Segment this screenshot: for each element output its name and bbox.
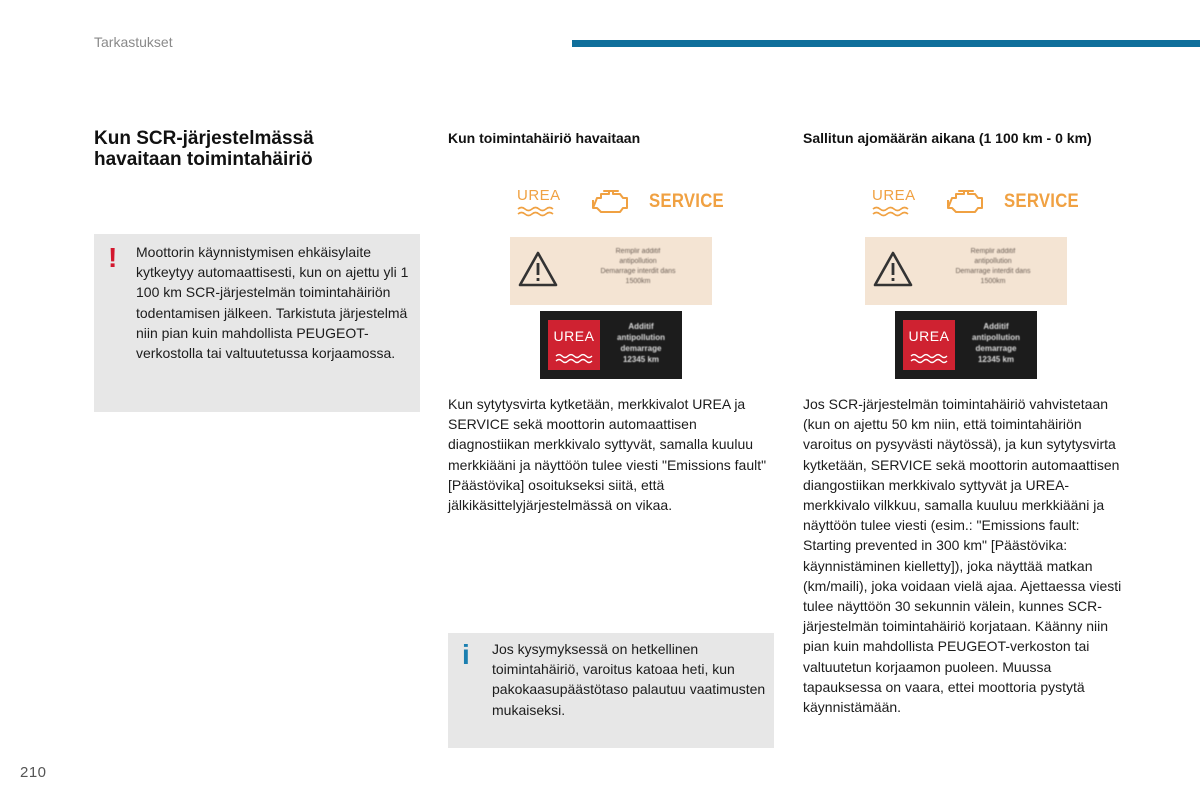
- warning-triangle-icon: [518, 251, 558, 287]
- engine-check-icon: [946, 188, 986, 218]
- warning-text: Moottorin käynnistymisen ehkäisylaite kytkeytyy automaattisesti, kun on ajettu yli 1 100 km SCR-järjestelmän toimintahäiriön todentamisen jälkeen. Tarkistuta järjestelmä niin pian kuin mahdollista PEUGEOT-verkostolla tai valtuutetussa korjaamossa.: [136, 244, 409, 362]
- section-label: Tarkastukset: [94, 34, 173, 50]
- urea-display-badge: UREA: [548, 320, 600, 370]
- column-right-paragraph: Jos SCR-järjestelmän toimintahäiriö vahvistetaan (kun on ajettu 50 km niin, että toimintahäiriön varoitus on pysyvästi näytössä), ja kun sytytysvirta kytketään, SERVICE sekä moottorin automaattisen diangostiikan merkkivalo syttyvät ja UREA-merkkivalo vilkkuu, samalla kuuluu merkkiääni ja näyttöön tulee viesti (esim.: "Emissions fault: Starting prevented in 300 km" [Päästövika: käynnistäminen kielletty]), joka näyttää matkan (km/maili), joka voidaan vielä ajaa. Ajettaessa viesti tulee näyttöön 30 sekunnin välein, kunnes SCR-järjestelmän toimintahäiriö korjataan. Käänny niin pian kuin mahdollista PEUGEOT-verkoston tai valtuutetun korjaamon puoleen. Muussa tapauksessa on vaara, ettei moottoria pystytä käynnistämään.: [803, 396, 1122, 716]
- message-panel-right: [865, 237, 1067, 305]
- urea-lamp-label: UREA: [872, 187, 916, 204]
- urea-lamp: [517, 188, 569, 220]
- wave-icon: [872, 205, 916, 217]
- wave-icon: [517, 205, 561, 217]
- column-left-heading: Kun toimintahäiriö havaitaan: [448, 130, 641, 146]
- service-lamp: SERVICE: [1004, 191, 1079, 212]
- message-panel: [510, 237, 712, 305]
- wave-icon: [555, 352, 593, 364]
- wave-icon: [910, 352, 948, 364]
- display-panel-right: [895, 311, 1037, 379]
- info-box: [448, 633, 774, 748]
- message-text: Remplir additif antipollution Demarrage interdit dans 1500km: [955, 248, 1031, 285]
- section-title: Kun SCR-järjestelmässä havaitaan toimintahäiriö: [94, 128, 314, 170]
- header-accent-bar: [572, 40, 1200, 47]
- indicator-lamps-right: [872, 188, 1102, 224]
- display-panel: [540, 311, 682, 379]
- info-text: Jos kysymyksessä on hetkellinen toimintahäiriö, varoitus katoaa heti, kun pakokaasupäästötaso palautuu vaatimusten mukaiseksi.: [492, 641, 766, 718]
- display-text: Additif antipollution demarrage 12345 km: [972, 322, 1020, 364]
- warning-box: [94, 234, 420, 412]
- display-text: Additif antipollution demarrage 12345 km: [617, 322, 665, 364]
- column-left-paragraph: Kun sytytysvirta kytketään, merkkivalot UREA ja SERVICE sekä moottorin automaattisen diagnostiikan merkkivalo syttyvät, samalla kuuluu merkkiääni ja näyttöön tulee viesti "Emissions fault" [Päästövika] osoitukseksi siitä, että jälkikäsittelyjärjestelmässä on vikaa.: [448, 396, 767, 514]
- page-number: 210: [20, 764, 47, 781]
- engine-check-icon: [591, 188, 631, 218]
- warning-triangle-icon: [873, 251, 913, 287]
- info-icon: i: [462, 639, 470, 670]
- urea-display-badge: UREA: [903, 320, 955, 370]
- column-right-heading: Sallitun ajomäärän aikana (1 100 km - 0 km): [803, 130, 1092, 146]
- message-text: Remplir additif antipollution Demarrage interdit dans 1500km: [600, 248, 676, 285]
- urea-lamp: [872, 188, 924, 220]
- indicator-lamps: [517, 188, 747, 224]
- urea-lamp-label: UREA: [517, 187, 561, 204]
- exclamation-icon: !: [108, 242, 118, 273]
- service-lamp: SERVICE: [649, 191, 724, 212]
